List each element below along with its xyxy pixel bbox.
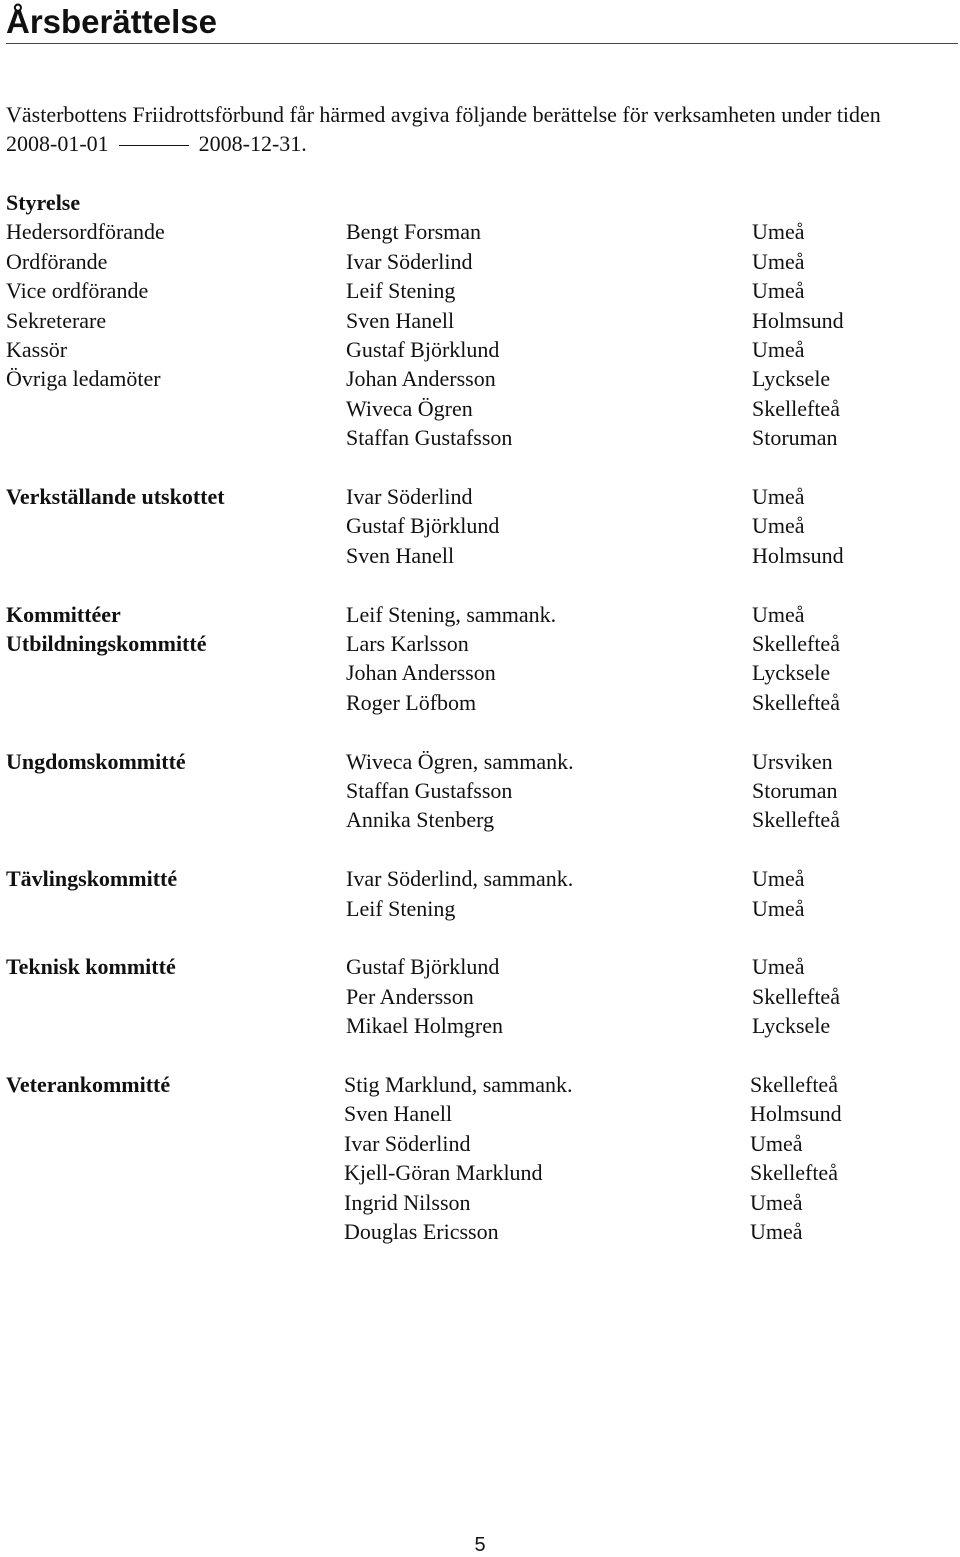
member-name: Ivar Söderlind <box>344 1130 471 1156</box>
member-name: Gustaf Björklund <box>346 954 500 980</box>
member-place: Storuman <box>752 778 838 803</box>
member-name: Mikael Holmgren <box>346 1013 504 1039</box>
member-name: Sven Hanell <box>344 1101 453 1127</box>
member-name: Ingrid Nilsson <box>344 1189 471 1215</box>
member-name: Douglas Ericsson <box>344 1219 499 1244</box>
table-row <box>0 1129 960 1158</box>
member-place: Umeå <box>750 1130 803 1156</box>
table-row <box>0 894 960 923</box>
row-label: Sekreterare <box>6 307 107 333</box>
table-row <box>0 217 960 246</box>
member-place: Skellefteå <box>752 689 840 715</box>
date-from: 2008-01-01 <box>6 131 109 156</box>
table-row <box>0 1070 960 1099</box>
member-place: Skellefteå <box>752 983 840 1009</box>
row-label: Verkställande utskottet <box>6 484 225 509</box>
table-row <box>0 541 960 570</box>
member-place: Skellefteå <box>752 395 840 421</box>
row-label: Tävlingskommitté <box>6 866 178 892</box>
member-place: Umeå <box>752 866 805 892</box>
intro-paragraph <box>6 100 946 158</box>
date-range-dash <box>119 145 189 146</box>
member-name: Johan Andersson <box>346 660 496 686</box>
table-row <box>0 1011 960 1040</box>
member-name: Lars Karlsson <box>346 631 469 656</box>
table-row <box>0 658 960 687</box>
member-name: Bengt Forsman <box>346 219 482 245</box>
member-place: Lycksele <box>752 1013 831 1039</box>
member-name: Stig Marklund, sammank. <box>344 1072 573 1097</box>
table-row <box>0 600 960 629</box>
member-name: Wiveca Ögren <box>346 395 473 421</box>
table-row <box>0 1188 960 1217</box>
member-name: Ivar Söderlind <box>346 248 473 274</box>
member-place: Lycksele <box>752 366 831 392</box>
row-label: Ordförande <box>6 248 108 274</box>
member-place: Storuman <box>752 425 838 451</box>
table-row <box>0 247 960 276</box>
member-name: Gustaf Björklund <box>346 337 500 362</box>
member-place: Skellefteå <box>752 631 840 656</box>
row-label: Utbildningskommitté <box>6 631 207 656</box>
table-row <box>0 952 960 981</box>
member-place: Umeå <box>752 278 805 304</box>
member-name: Annika Stenberg <box>346 807 495 833</box>
member-name: Staffan Gustafsson <box>346 425 513 451</box>
member-name: Per Andersson <box>346 983 474 1009</box>
member-place: Umeå <box>750 1189 803 1215</box>
member-name: Kjell-Göran Marklund <box>344 1160 543 1186</box>
table-row <box>0 982 960 1011</box>
row-label: Kommittéer <box>6 601 121 627</box>
member-name: Johan Andersson <box>346 366 496 392</box>
member-name: Sven Hanell <box>346 542 455 568</box>
row-label: Vice ordförande <box>6 278 149 304</box>
table-row <box>0 364 960 393</box>
member-place: Ursviken <box>752 748 833 774</box>
table-row <box>0 335 960 364</box>
member-place: Lycksele <box>752 660 831 686</box>
title-divider <box>6 43 958 44</box>
member-name: Wiveca Ögren, sammank. <box>346 748 574 774</box>
table-row <box>0 1158 960 1187</box>
member-place: Umeå <box>752 513 805 539</box>
date-to: 2008-12-31. <box>198 131 307 156</box>
table-row <box>0 511 960 540</box>
table-row <box>0 423 960 452</box>
table-row <box>0 864 960 893</box>
table-row <box>0 394 960 423</box>
member-place: Umeå <box>752 337 805 362</box>
row-label: Övriga ledamöter <box>6 366 161 392</box>
member-place: Umeå <box>750 1219 803 1244</box>
table-row <box>0 805 960 834</box>
member-place: Skellefteå <box>750 1160 838 1186</box>
member-place: Holmsund <box>752 307 844 333</box>
member-place: Umeå <box>752 248 805 274</box>
member-name: Roger Löfbom <box>346 689 477 715</box>
table-row <box>0 776 960 805</box>
member-name: Ivar Söderlind, sammank. <box>346 866 574 892</box>
table-row <box>0 188 960 217</box>
member-place: Skellefteå <box>750 1072 838 1097</box>
member-name: Leif Stening, sammank. <box>346 601 557 627</box>
row-label: Teknisk kommitté <box>6 954 176 980</box>
member-name: Leif Stening <box>346 278 456 304</box>
table-row <box>0 482 960 511</box>
table-row <box>0 747 960 776</box>
member-place: Skellefteå <box>752 807 840 833</box>
member-place: Umeå <box>752 954 805 980</box>
row-label: Styrelse <box>6 190 81 215</box>
member-name: Staffan Gustafsson <box>346 778 513 803</box>
table-row <box>0 1217 960 1246</box>
row-label: Hedersordförande <box>6 219 165 245</box>
member-place: Holmsund <box>750 1101 842 1127</box>
member-place: Umeå <box>752 601 805 627</box>
table-row <box>0 1099 960 1128</box>
row-label: Kassör <box>6 337 68 362</box>
member-name: Gustaf Björklund <box>346 513 500 539</box>
intro-text: Västerbottens Friidrottsförbund får härmed avgiva följande berättelse för verksamheten under tiden <box>6 102 881 127</box>
page-number: 5 <box>474 1534 486 1556</box>
member-place: Umeå <box>752 895 805 921</box>
table-row <box>0 629 960 658</box>
row-label: Veterankommitté <box>6 1072 171 1097</box>
member-name: Sven Hanell <box>346 307 455 333</box>
member-place: Umeå <box>752 484 805 509</box>
row-label: Ungdomskommitté <box>6 748 186 774</box>
member-name: Leif Stening <box>346 895 456 921</box>
member-place: Holmsund <box>752 542 844 568</box>
member-name: Ivar Söderlind <box>346 484 473 509</box>
table-row <box>0 276 960 305</box>
table-row <box>0 688 960 717</box>
table-row <box>0 306 960 335</box>
page-title: Årsberättelse <box>6 3 217 40</box>
member-place: Umeå <box>752 219 805 245</box>
